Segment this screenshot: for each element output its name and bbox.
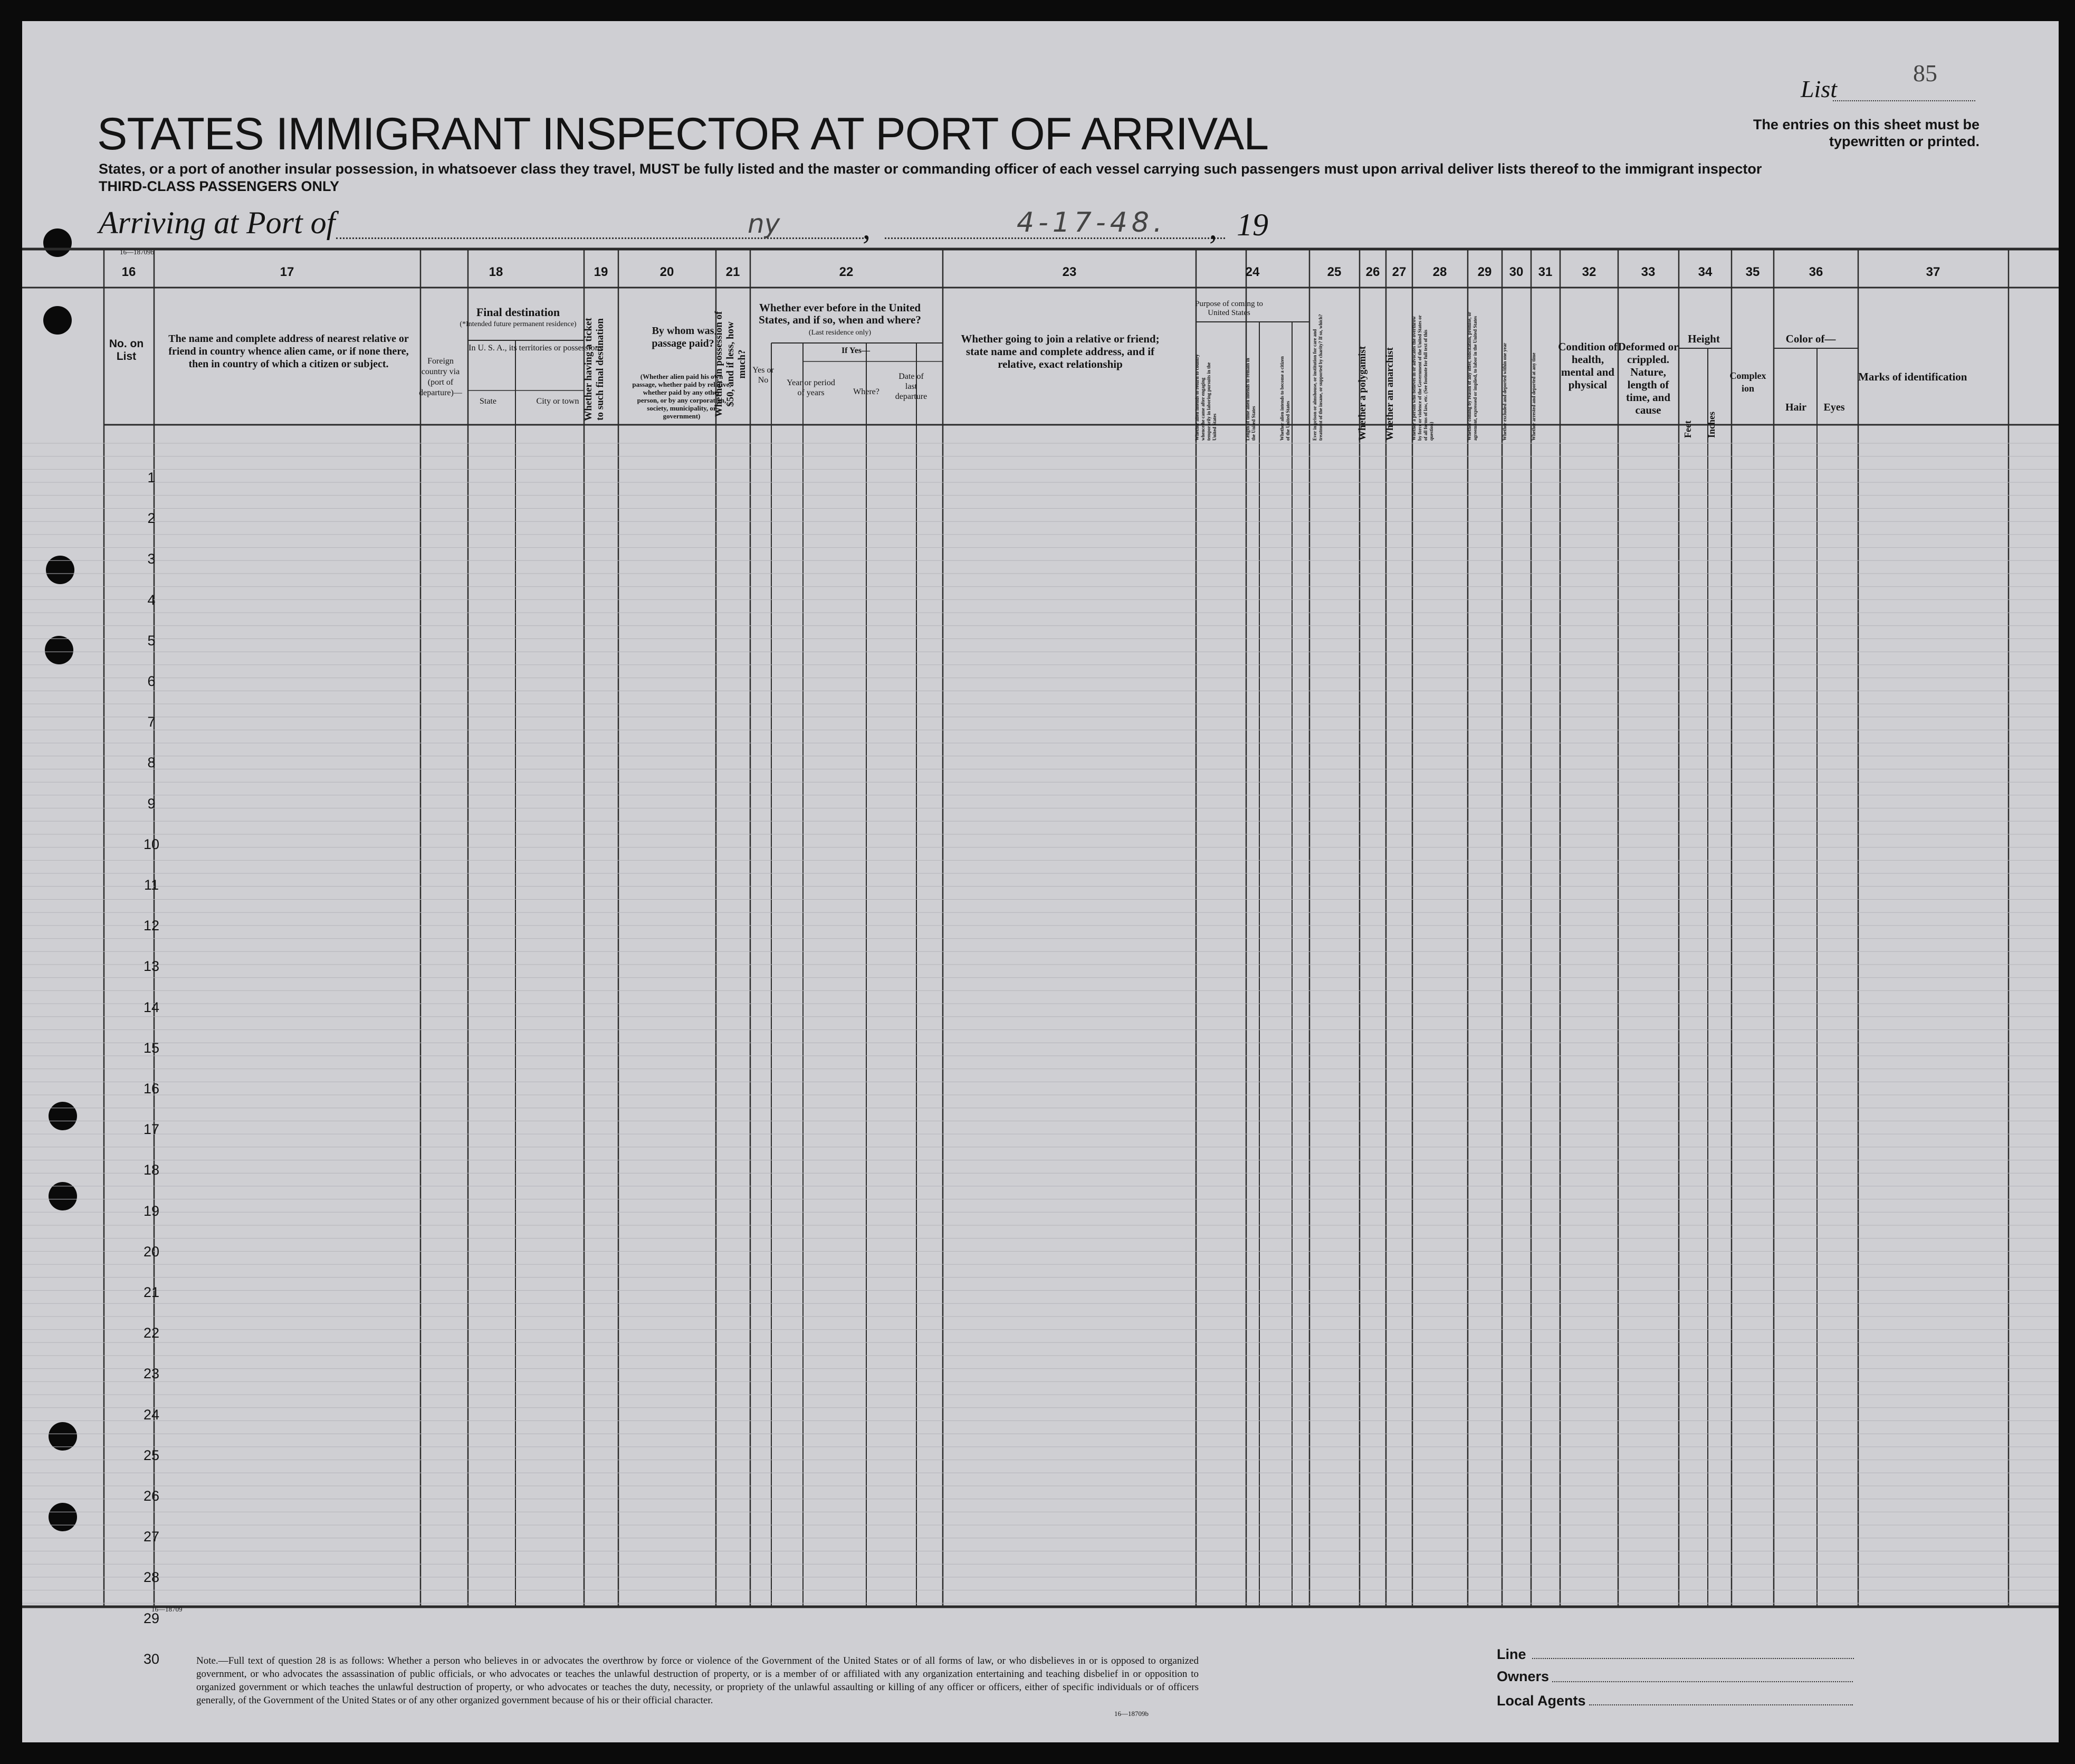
- row-number: 16: [143, 1081, 160, 1096]
- column-number: 20: [659, 265, 674, 279]
- line-field: [1532, 1658, 1854, 1659]
- col30-header: Whether excluded and deported within one year: [1502, 342, 1507, 441]
- column-number: 16: [121, 265, 136, 279]
- row-number: 17: [143, 1121, 160, 1138]
- row-number: 28: [143, 1569, 160, 1586]
- form-number: 16—18709b: [120, 248, 154, 256]
- column-number: 27: [1392, 265, 1407, 279]
- column-number: 36: [1809, 265, 1823, 279]
- column-number: 34: [1698, 265, 1713, 279]
- col36-title: Color of—: [1785, 332, 1836, 345]
- line-label: Line: [1497, 1646, 1526, 1662]
- col23-header: Whether going to join a relative or friend; state name and complete address, and if relative, exact relationship: [961, 332, 1160, 370]
- row-number: 29: [143, 1610, 160, 1626]
- column-number: 19: [594, 265, 608, 279]
- passenger-class-line: THIRD-CLASS PASSENGERS ONLY: [99, 178, 340, 194]
- column-number: 29: [1477, 265, 1492, 279]
- col22-note: (Last residence only): [808, 329, 872, 337]
- row-number: 3: [147, 551, 156, 567]
- column-number: 24: [1245, 265, 1260, 279]
- col22-period-header: Year or period of years: [787, 378, 835, 397]
- col24-c-header: Whether alien intends to become a citizen of the United States: [1279, 356, 1290, 441]
- column-number: 18: [489, 265, 503, 279]
- row-number: 11: [144, 877, 159, 893]
- col24-a-header: Whether alien intends to return to country whence he came after engaging temporarily in laboring pursuits in the United States: [1194, 354, 1217, 441]
- row-number: 10: [143, 836, 160, 852]
- col22-date-header: Date of last departure: [895, 372, 927, 401]
- arriving-label: Arriving at Port of: [99, 205, 336, 240]
- col34-inches-header: Inches: [1706, 411, 1717, 438]
- column-number: 32: [1582, 265, 1596, 279]
- row-number: 1: [147, 470, 156, 485]
- row-number: 13: [143, 958, 160, 975]
- col34-feet-header: Feet: [1682, 421, 1693, 438]
- col22-where-header: Where?: [853, 387, 879, 396]
- row-number: 18: [143, 1162, 160, 1178]
- row-number: 2: [147, 510, 156, 527]
- row-number: 21: [143, 1284, 160, 1300]
- typewritten-notice: The entries on this sheet must be typewritten or printed.: [1753, 117, 1980, 149]
- instructions-line: States, or a port of another insular possession, in whatsoever class they travel, MUST be fully listed and the master or commanding officer of each vessel carrying such passengers must upon arrival deliver lists thereof to the immigrant inspector: [99, 161, 1762, 177]
- col17-header: The name and complete address of nearest relative or friend in country whence alien came, or if none there, then in country of which a citizen or subject.: [168, 333, 409, 370]
- column-number: 17: [280, 265, 294, 279]
- row-number: 24: [143, 1406, 160, 1423]
- col22-yesno-header: Yes or No: [752, 366, 774, 385]
- date-value: 4-17-48.: [1017, 207, 1166, 239]
- port-value: ny: [748, 208, 780, 239]
- row-number: 7: [147, 714, 156, 730]
- col35-header: Complexion: [1729, 370, 1766, 394]
- col19-header: Whether having a ticket to such final destination: [583, 318, 606, 421]
- row-number: 5: [147, 632, 156, 649]
- footnote-question-28: Note.—Full text of question 28 is as follows: Whether a person who believes in or advocates the overthrow by force or violence of the Government of the United States or of all forms of law, or who disbelieves in or is opposed to organized government, or who advocates the assassination of public officials, or who advocates or teaches the unlawful destruction of property, or is a member of or affiliated with any organization entertaining and teaching disbelief in or opposition to organized government or which teaches the unlawful destruction of property, or who advocates or teaches the duty, necessity, or propriety of the unlawful assaulting or killing of any officer or officers, either of specific individuals or of officers generally, of the Government of the United States or of any other organized government because of his or their official character.: [196, 1655, 1199, 1706]
- col20-header: By whom was passage paid?: [652, 325, 714, 349]
- col31-header: Whether arrested and deported at any time: [1531, 352, 1536, 441]
- col37-header: Marks of identification: [1858, 370, 1967, 383]
- owners-field: [1552, 1681, 1853, 1682]
- column-number: 26: [1365, 265, 1380, 279]
- row-number: 25: [143, 1447, 160, 1463]
- owners-label: Owners: [1497, 1668, 1550, 1684]
- col29-header: Whether coming by reason of any offer, solicitation, promise, or agreement, expressed or implied, to labor in the United States: [1467, 312, 1478, 441]
- local-agents-label: Local Agents: [1497, 1693, 1586, 1709]
- row-number: 4: [147, 592, 156, 608]
- col18-city-header: City or town: [536, 397, 579, 406]
- col24-title: Purpose of coming to United States: [1195, 300, 1263, 317]
- row-number: 8: [147, 755, 156, 771]
- column-number: 25: [1327, 265, 1342, 279]
- year-prefix: 19: [1237, 207, 1268, 242]
- form-title: STATES IMMIGRANT INSPECTOR AT PORT OF ARRIVAL: [97, 109, 1269, 159]
- column-number: 31: [1538, 265, 1553, 279]
- col36-hair-header: Hair: [1785, 402, 1806, 413]
- col26-header: Whether a polygamist: [1357, 346, 1368, 441]
- col34-title: Height: [1688, 332, 1720, 345]
- col22-header: Whether ever before in the United States, and if so, when and where?: [759, 301, 921, 326]
- column-number: 21: [725, 265, 740, 279]
- list-label: List: [1800, 75, 1837, 102]
- row-number: 26: [143, 1488, 160, 1504]
- row-number: 30: [143, 1651, 160, 1667]
- col18-foreign-header: Foreign country via (port of departure)—: [419, 357, 462, 397]
- comma-separator: ,: [863, 211, 871, 245]
- column-number: 37: [1926, 265, 1940, 279]
- table-form-number: 16—18709: [151, 1605, 183, 1613]
- col16-header: No. on List: [109, 338, 144, 363]
- col18-state-header: State: [480, 397, 496, 406]
- column-number: 30: [1509, 265, 1524, 279]
- col24-b-header: Length of time alien intends to remain in the United States: [1245, 358, 1256, 441]
- row-number: 6: [147, 673, 156, 689]
- col20-note: (Whether alien paid his own passage, whether paid by relative, whether paid by any other person, or by any corporation, society, municipality, or government): [632, 373, 731, 420]
- col33-header: Deformed or crippled. Nature, length of time, and cause: [1618, 340, 1679, 416]
- manifest-sheet: [22, 21, 2059, 1742]
- column-number: 22: [839, 265, 854, 279]
- row-number: 19: [143, 1203, 160, 1219]
- col32-header: Condition of health, mental and physical: [1558, 340, 1618, 391]
- col36-eyes-header: Eyes: [1823, 402, 1845, 413]
- column-number: 35: [1745, 265, 1760, 279]
- comma-separator: ,: [1209, 211, 1217, 245]
- row-number: 23: [143, 1366, 160, 1382]
- row-number: 27: [143, 1529, 160, 1545]
- column-number: 33: [1641, 265, 1656, 279]
- col27-header: Whether an anarchist: [1384, 347, 1395, 441]
- local-agents-field: [1589, 1704, 1853, 1705]
- row-number: 12: [143, 918, 160, 934]
- row-number: 15: [143, 1040, 160, 1056]
- col18-title: Final destination: [476, 306, 560, 319]
- row-number: 9: [147, 795, 156, 812]
- col25-header: Ever in prison or almshouse, or institution for care and treatment of the insane, or supported by charity? If so, which?: [1312, 314, 1323, 441]
- list-number: 85: [1913, 60, 1937, 87]
- row-number: 22: [143, 1325, 160, 1341]
- row-number: 14: [143, 999, 160, 1015]
- column-number: 28: [1432, 265, 1447, 279]
- col22-ifyes: If Yes—: [841, 346, 871, 355]
- col21-header: Whether in possession of $50, and if less, how much?: [713, 311, 748, 417]
- col28-header: Whether a person who believes in or advocates the overthrow by force or violence of the Government of the United States or of all forms of law, etc. (See footnote for full text of this question): [1411, 315, 1434, 441]
- footnote-form-number: 16—18709b: [1114, 1710, 1149, 1718]
- col18-usa-header: In U. S. A., its territories or possessions: [468, 344, 603, 352]
- column-number: 23: [1062, 265, 1077, 279]
- col18-note: (*Intended future permanent residence): [460, 320, 577, 328]
- row-number: 20: [143, 1243, 160, 1260]
